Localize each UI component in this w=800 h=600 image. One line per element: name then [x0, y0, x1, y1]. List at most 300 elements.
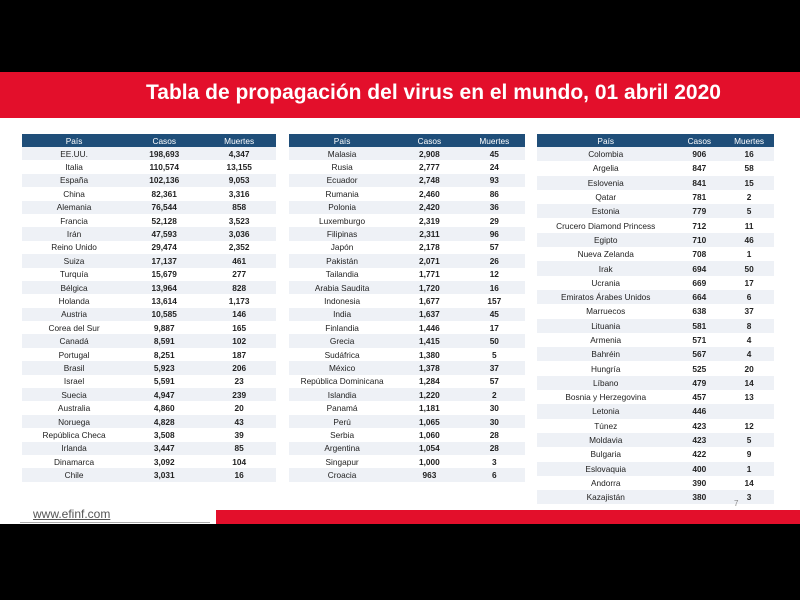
deaths-cell: 3,036 — [202, 227, 276, 240]
deaths-cell: 858 — [202, 201, 276, 214]
cases-cell: 1,000 — [395, 455, 463, 468]
cases-cell: 9,887 — [126, 321, 202, 334]
table-row — [22, 254, 276, 267]
country-cell: Irán — [22, 227, 126, 240]
cases-cell: 76,544 — [126, 201, 202, 214]
country-cell: Emiratos Árabes Unidos — [537, 290, 674, 304]
country-cell: Holanda — [22, 294, 126, 307]
deaths-cell: 93 — [464, 174, 525, 187]
table-row — [289, 415, 525, 428]
page-number: 7 — [734, 499, 739, 508]
cases-cell: 8,591 — [126, 334, 202, 347]
table-row — [289, 268, 525, 281]
cases-cell: 2,420 — [395, 201, 463, 214]
country-cell: Irak — [537, 261, 674, 275]
deaths-cell: 206 — [202, 361, 276, 374]
table-row — [289, 160, 525, 173]
country-cell: Alemania — [22, 201, 126, 214]
table-row — [22, 214, 276, 227]
deaths-cell: 2 — [464, 388, 525, 401]
country-cell: Sudáfrica — [289, 348, 395, 361]
country-cell: Serbia — [289, 428, 395, 441]
country-cell: Francia — [22, 214, 126, 227]
table-row — [537, 233, 774, 247]
cases-cell: 1,284 — [395, 375, 463, 388]
cases-cell: 13,614 — [126, 294, 202, 307]
cases-cell: 13,964 — [126, 281, 202, 294]
cases-cell: 390 — [674, 476, 724, 490]
table-row — [537, 462, 774, 476]
deaths-cell: 239 — [202, 388, 276, 401]
country-cell: Australia — [22, 401, 126, 414]
deaths-cell: 102 — [202, 334, 276, 347]
table-row — [289, 214, 525, 227]
country-cell: Lituania — [537, 319, 674, 333]
country-cell: Portugal — [22, 348, 126, 361]
country-cell: Perú — [289, 415, 395, 428]
slide — [0, 72, 800, 524]
table-2 — [289, 134, 525, 482]
deaths-cell: 277 — [202, 268, 276, 281]
cases-cell: 781 — [674, 190, 724, 204]
table-row — [289, 401, 525, 414]
table-row — [537, 147, 774, 161]
table-row — [289, 294, 525, 307]
cases-cell: 847 — [674, 161, 724, 175]
country-cell: Túnez — [537, 419, 674, 433]
table-row — [289, 428, 525, 441]
deaths-cell: 29 — [464, 214, 525, 227]
country-cell: Finlandia — [289, 321, 395, 334]
cases-cell: 4,947 — [126, 388, 202, 401]
deaths-cell: 23 — [202, 375, 276, 388]
deaths-cell: 6 — [464, 468, 525, 481]
country-cell: Bosnia y Herzegovina — [537, 390, 674, 404]
cases-cell: 2,178 — [395, 241, 463, 254]
cases-cell: 1,637 — [395, 308, 463, 321]
cases-cell: 2,908 — [395, 147, 463, 160]
cases-cell: 3,508 — [126, 428, 202, 441]
cases-cell: 712 — [674, 218, 724, 232]
table-row — [537, 347, 774, 361]
country-cell: Kazajistán — [537, 490, 674, 504]
deaths-cell: 187 — [202, 348, 276, 361]
table-row — [22, 187, 276, 200]
table-row — [289, 227, 525, 240]
country-cell: Nueva Zelanda — [537, 247, 674, 261]
country-cell: Reino Unido — [22, 241, 126, 254]
country-cell: Eslovenia — [537, 176, 674, 190]
table-row — [22, 348, 276, 361]
header-country: País — [537, 134, 674, 147]
deaths-cell: 16 — [724, 147, 774, 161]
table-row — [22, 442, 276, 455]
table-row — [22, 174, 276, 187]
deaths-cell: 1,173 — [202, 294, 276, 307]
cases-cell: 47,593 — [126, 227, 202, 240]
deaths-cell: 5 — [724, 433, 774, 447]
table-row — [537, 361, 774, 375]
deaths-cell: 157 — [464, 294, 525, 307]
footer-link[interactable]: www.efinf.com — [33, 507, 111, 521]
deaths-cell: 17 — [724, 276, 774, 290]
cases-cell: 2,777 — [395, 160, 463, 173]
deaths-cell: 11 — [724, 218, 774, 232]
table-row — [22, 468, 276, 481]
cases-cell: 1,220 — [395, 388, 463, 401]
cases-cell: 423 — [674, 419, 724, 433]
deaths-cell: 85 — [202, 442, 276, 455]
header-cases: Casos — [395, 134, 463, 147]
cases-cell: 841 — [674, 176, 724, 190]
country-cell: Canadá — [22, 334, 126, 347]
table-row — [289, 308, 525, 321]
deaths-cell: 13,155 — [202, 160, 276, 173]
country-cell: Rumania — [289, 187, 395, 200]
cases-cell: 5,591 — [126, 375, 202, 388]
country-cell: Panamá — [289, 401, 395, 414]
deaths-cell: 12 — [464, 268, 525, 281]
table-row — [289, 187, 525, 200]
country-cell: Austria — [22, 308, 126, 321]
header-row — [537, 134, 774, 147]
footer-divider — [20, 522, 210, 523]
table-row — [537, 304, 774, 318]
country-cell: Egipto — [537, 233, 674, 247]
table-row — [22, 388, 276, 401]
deaths-cell: 17 — [464, 321, 525, 334]
table-row — [289, 388, 525, 401]
cases-cell: 694 — [674, 261, 724, 275]
deaths-cell: 5 — [464, 348, 525, 361]
country-cell: Ecuador — [289, 174, 395, 187]
cases-cell: 1,380 — [395, 348, 463, 361]
deaths-cell: 6 — [724, 290, 774, 304]
cases-cell: 2,319 — [395, 214, 463, 227]
deaths-cell: 828 — [202, 281, 276, 294]
table-row — [289, 361, 525, 374]
deaths-cell — [724, 404, 774, 418]
cases-cell: 638 — [674, 304, 724, 318]
country-cell: Bahréin — [537, 347, 674, 361]
table-row — [22, 201, 276, 214]
country-cell: Andorra — [537, 476, 674, 490]
table-row — [537, 276, 774, 290]
header-row — [22, 134, 276, 147]
cases-cell: 400 — [674, 462, 724, 476]
cases-cell: 457 — [674, 390, 724, 404]
cases-cell: 2,311 — [395, 227, 463, 240]
cases-cell: 1,060 — [395, 428, 463, 441]
table-row — [289, 174, 525, 187]
country-cell: Malasia — [289, 147, 395, 160]
country-cell: Rusia — [289, 160, 395, 173]
deaths-cell: 3 — [464, 455, 525, 468]
header-row — [289, 134, 525, 147]
table-row — [537, 218, 774, 232]
table-row — [537, 247, 774, 261]
deaths-cell: 30 — [464, 415, 525, 428]
table-row — [22, 455, 276, 468]
table-row — [289, 442, 525, 455]
country-cell: Islandia — [289, 388, 395, 401]
deaths-cell: 3,523 — [202, 214, 276, 227]
country-cell: EE.UU. — [22, 147, 126, 160]
deaths-cell: 13 — [724, 390, 774, 404]
deaths-cell: 45 — [464, 308, 525, 321]
deaths-cell: 16 — [464, 281, 525, 294]
cases-cell: 3,092 — [126, 455, 202, 468]
table-row — [289, 334, 525, 347]
cases-cell: 4,860 — [126, 401, 202, 414]
cases-cell: 567 — [674, 347, 724, 361]
country-cell: República Checa — [22, 428, 126, 441]
deaths-cell: 9,053 — [202, 174, 276, 187]
country-cell: Suiza — [22, 254, 126, 267]
deaths-cell: 28 — [464, 442, 525, 455]
deaths-cell: 24 — [464, 160, 525, 173]
deaths-cell: 461 — [202, 254, 276, 267]
country-cell: Israel — [22, 375, 126, 388]
header-country: País — [22, 134, 126, 147]
country-cell: Ucrania — [537, 276, 674, 290]
country-cell: Polonia — [289, 201, 395, 214]
deaths-cell: 8 — [724, 319, 774, 333]
deaths-cell: 20 — [202, 401, 276, 414]
cases-cell: 4,828 — [126, 415, 202, 428]
country-cell: Indonesia — [289, 294, 395, 307]
table-row — [289, 455, 525, 468]
country-cell: Bélgica — [22, 281, 126, 294]
table-row — [537, 476, 774, 490]
table-row — [22, 308, 276, 321]
deaths-cell: 1 — [724, 247, 774, 261]
cases-cell: 82,361 — [126, 187, 202, 200]
deaths-cell: 9 — [724, 447, 774, 461]
country-cell: Hungría — [537, 361, 674, 375]
deaths-cell: 1 — [724, 462, 774, 476]
cases-cell: 571 — [674, 333, 724, 347]
country-cell: Argentina — [289, 442, 395, 455]
table-row — [289, 201, 525, 214]
deaths-cell: 14 — [724, 376, 774, 390]
table-row — [22, 334, 276, 347]
deaths-cell: 28 — [464, 428, 525, 441]
deaths-cell: 4 — [724, 333, 774, 347]
deaths-cell: 57 — [464, 241, 525, 254]
slide-title: Tabla de propagación del virus en el mundo, 01 abril 2020 — [146, 81, 721, 104]
deaths-cell: 36 — [464, 201, 525, 214]
deaths-cell: 57 — [464, 375, 525, 388]
table-row — [289, 468, 525, 481]
cases-cell: 708 — [674, 247, 724, 261]
cases-cell: 2,460 — [395, 187, 463, 200]
country-cell: Estonia — [537, 204, 674, 218]
country-cell: Argelia — [537, 161, 674, 175]
table-row — [22, 321, 276, 334]
cases-cell: 110,574 — [126, 160, 202, 173]
table-row — [22, 294, 276, 307]
cases-cell: 669 — [674, 276, 724, 290]
country-cell: Colombia — [537, 147, 674, 161]
cases-cell: 1,054 — [395, 442, 463, 455]
cases-cell: 15,679 — [126, 268, 202, 281]
country-cell: Líbano — [537, 376, 674, 390]
deaths-cell: 12 — [724, 419, 774, 433]
deaths-cell: 4 — [724, 347, 774, 361]
country-cell: Filipinas — [289, 227, 395, 240]
cases-cell: 5,923 — [126, 361, 202, 374]
cases-cell: 1,415 — [395, 334, 463, 347]
country-cell: Noruega — [22, 415, 126, 428]
deaths-cell: 4,347 — [202, 147, 276, 160]
table-row — [537, 319, 774, 333]
table-row — [537, 390, 774, 404]
table-row — [537, 376, 774, 390]
deaths-cell: 96 — [464, 227, 525, 240]
title-bar — [0, 72, 800, 118]
country-cell: Singapur — [289, 455, 395, 468]
header-deaths: Muertes — [202, 134, 276, 147]
deaths-cell: 58 — [724, 161, 774, 175]
country-cell: México — [289, 361, 395, 374]
deaths-cell: 26 — [464, 254, 525, 267]
table-row — [289, 147, 525, 160]
country-cell: Bulgaria — [537, 447, 674, 461]
cases-cell: 2,748 — [395, 174, 463, 187]
table-row — [289, 241, 525, 254]
deaths-cell: 30 — [464, 401, 525, 414]
table-row — [537, 204, 774, 218]
table-row — [22, 375, 276, 388]
header-deaths: Muertes — [464, 134, 525, 147]
cases-cell: 581 — [674, 319, 724, 333]
cases-cell: 423 — [674, 433, 724, 447]
cases-cell: 1,378 — [395, 361, 463, 374]
table-row — [537, 447, 774, 461]
table-row — [537, 190, 774, 204]
deaths-cell: 43 — [202, 415, 276, 428]
table-row — [22, 415, 276, 428]
cases-cell: 8,251 — [126, 348, 202, 361]
table-row — [22, 428, 276, 441]
deaths-cell: 16 — [202, 468, 276, 481]
country-cell: Japón — [289, 241, 395, 254]
cases-cell: 422 — [674, 447, 724, 461]
cases-cell: 10,585 — [126, 308, 202, 321]
deaths-cell: 104 — [202, 455, 276, 468]
cases-cell: 3,447 — [126, 442, 202, 455]
country-cell: Crucero Diamond Princess — [537, 218, 674, 232]
cases-cell: 29,474 — [126, 241, 202, 254]
country-cell: Corea del Sur — [22, 321, 126, 334]
cases-cell: 1,677 — [395, 294, 463, 307]
cases-cell: 3,031 — [126, 468, 202, 481]
country-cell: Irlanda — [22, 442, 126, 455]
cases-cell: 1,181 — [395, 401, 463, 414]
deaths-cell: 20 — [724, 361, 774, 375]
table-row — [22, 160, 276, 173]
country-cell: Suecia — [22, 388, 126, 401]
country-cell: India — [289, 308, 395, 321]
cases-cell: 380 — [674, 490, 724, 504]
country-cell: Luxemburgo — [289, 214, 395, 227]
cases-cell: 198,693 — [126, 147, 202, 160]
country-cell: Marruecos — [537, 304, 674, 318]
table-row — [289, 254, 525, 267]
table-row — [537, 176, 774, 190]
deaths-cell: 46 — [724, 233, 774, 247]
table-row — [22, 147, 276, 160]
deaths-cell: 37 — [724, 304, 774, 318]
table-row — [537, 419, 774, 433]
table-row — [537, 433, 774, 447]
cases-cell: 52,128 — [126, 214, 202, 227]
deaths-cell: 3 — [724, 490, 774, 504]
table-row — [22, 361, 276, 374]
country-cell: Eslovaquia — [537, 462, 674, 476]
country-cell: Moldavia — [537, 433, 674, 447]
country-cell: Dinamarca — [22, 455, 126, 468]
country-cell: Armenia — [537, 333, 674, 347]
deaths-cell: 37 — [464, 361, 525, 374]
table-3 — [537, 134, 774, 504]
country-cell: Arabia Saudita — [289, 281, 395, 294]
cases-cell: 963 — [395, 468, 463, 481]
cases-cell: 1,720 — [395, 281, 463, 294]
header-country: País — [289, 134, 395, 147]
header-cases: Casos — [126, 134, 202, 147]
deaths-cell: 14 — [724, 476, 774, 490]
cases-cell: 102,136 — [126, 174, 202, 187]
table-1 — [22, 134, 276, 482]
table-row — [537, 404, 774, 418]
table-row — [537, 261, 774, 275]
cases-cell: 446 — [674, 404, 724, 418]
deaths-cell: 5 — [724, 204, 774, 218]
footer-accent-bar — [216, 510, 800, 524]
cases-cell: 906 — [674, 147, 724, 161]
table-row — [22, 241, 276, 254]
cases-cell: 17,137 — [126, 254, 202, 267]
deaths-cell: 146 — [202, 308, 276, 321]
country-cell: China — [22, 187, 126, 200]
table-row — [22, 268, 276, 281]
country-cell: Italia — [22, 160, 126, 173]
header-cases: Casos — [674, 134, 724, 147]
country-cell: Croacia — [289, 468, 395, 481]
deaths-cell: 165 — [202, 321, 276, 334]
deaths-cell: 2,352 — [202, 241, 276, 254]
table-row — [289, 281, 525, 294]
cases-cell: 779 — [674, 204, 724, 218]
country-cell: Qatar — [537, 190, 674, 204]
cases-cell: 664 — [674, 290, 724, 304]
cases-cell: 1,446 — [395, 321, 463, 334]
cases-cell: 525 — [674, 361, 724, 375]
deaths-cell: 2 — [724, 190, 774, 204]
cases-cell: 1,065 — [395, 415, 463, 428]
table-row — [22, 281, 276, 294]
table-row — [289, 375, 525, 388]
country-cell: República Dominicana — [289, 375, 395, 388]
deaths-cell: 45 — [464, 147, 525, 160]
deaths-cell: 15 — [724, 176, 774, 190]
table-row — [22, 227, 276, 240]
table-row — [537, 290, 774, 304]
table-row — [289, 321, 525, 334]
header-deaths: Muertes — [724, 134, 774, 147]
